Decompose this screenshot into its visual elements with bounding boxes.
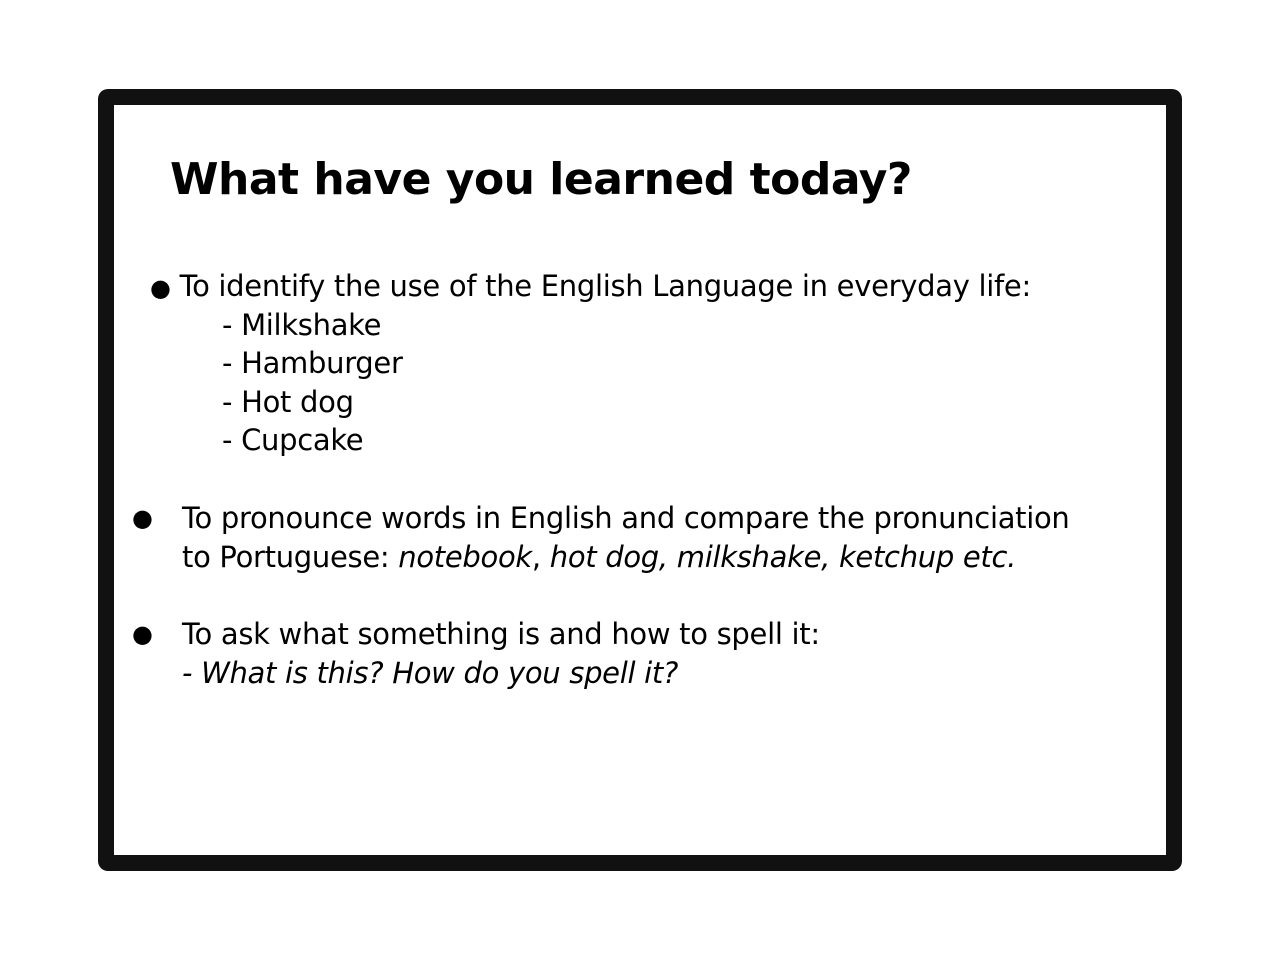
objective-2-prefix: to Portuguese: xyxy=(182,540,399,574)
objective-2-line-1: To pronounce words in English and compare the pronunciation xyxy=(182,501,1070,535)
slide-title: What have you learned today? xyxy=(170,154,912,205)
example-word: notebook xyxy=(398,540,532,574)
list-item: - Milkshake xyxy=(222,308,382,342)
list-item: - Hot dog xyxy=(222,385,354,419)
objective-1-text: To identify the use of the English Language in everyday life: xyxy=(179,269,1031,303)
comma: , xyxy=(531,540,541,574)
bullet-icon: ● xyxy=(132,620,153,648)
list-item: - Hamburger xyxy=(222,346,403,380)
example-words: hot dog, milkshake, ketchup etc. xyxy=(540,540,1017,574)
bullet-icon: ● xyxy=(132,504,153,532)
objective-1 xyxy=(150,267,1031,307)
objective-2-line-2 xyxy=(182,538,1016,576)
objective-3-line-2: - What is this? How do you spell it? xyxy=(182,656,679,690)
objective-3-line-1: To ask what something is and how to spell it: xyxy=(182,617,820,651)
bullet-icon: ● xyxy=(150,274,171,302)
list-item: - Cupcake xyxy=(222,423,364,457)
